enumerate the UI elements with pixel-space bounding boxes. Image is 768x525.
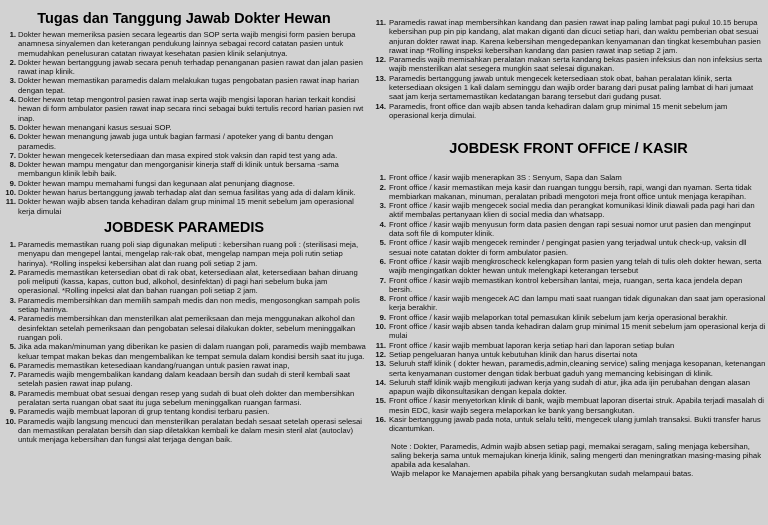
list-item: [2, 76, 366, 95]
item-number: 9.: [379, 312, 386, 322]
item-text: Front office / kasir wajib menyusun form data pasien dengan rapi sesuai nomor urut pasien dan menginput data soft file di komputer klinik.: [389, 219, 751, 239]
list-item: [371, 238, 766, 257]
list-item: [371, 415, 766, 434]
item-text: Front office / kasir wajib mengecek AC dan lampu mati saat ruangan tidak digunakan dan saat jam operasional kerja berakhir.: [389, 294, 766, 313]
item-text: Paramedis membersihkan dan mensterilkan alat pemeriksaan dan meja menggunakan alkohol dan desinfektan setelah pemeriksaan dan pengobatan selesai dilakukan dokter, sebelum meninggalkan ruangan poli.: [18, 314, 356, 342]
item-text: Paramedis wajib mengembalikan kandang dalam keadaan bersih dan sudah di steril kembali saat setelah pasien rawat inap pulang.: [18, 370, 351, 389]
front-office-title: JOBDESK FRONT OFFICE / KASIR: [449, 141, 688, 158]
item-text: Dokter hewan memeriksa pasien secara legeartis dan SOP serta wajib mengisi form pasien berupa anamnesa sinyalemen dan keterangan pendukung lainnya sebagai record catatan pasien untuk memudahkan penelusuran catatan riwayat kesehatan pasien klinik selanjutnya.: [18, 30, 356, 58]
list-item: [2, 361, 366, 370]
list-item: [2, 30, 366, 58]
item-text: Paramedis, front office dan wajib absen tanda kehadiran dalam grup minimal 15 menit sebelum jam operasional kerja dimulai.: [389, 101, 728, 120]
item-number: 12.: [375, 55, 386, 65]
item-number: 13.: [375, 359, 386, 369]
item-text: Jika ada makan/minuman yang diberikan ke pasien di dalam ruangan poli, paramedis wajib membawa keluar tempat makan bekas dan mengembalikan ke tempat semula dalam kondisi bersih saat itu juga.: [18, 342, 366, 361]
dokter-duty-list: [2, 30, 366, 216]
item-text: Paramedis memastikan ketersedian obat di rak obat, ketersediaan alat, ketersediaan bahan diruang poli meliputi (kassa, kapas, cutton bud, alkohol, desinfektan) di pagi hari sebelum buka jam operasional. *Rolling inpeksi alat dan bahan ruangan poli setiap 2 jam.: [18, 267, 358, 296]
item-text: Paramedis memastikan ketesediaan kandang/ruangan untuk pasien rawat inap,: [18, 360, 290, 370]
item-number: 1.: [9, 30, 16, 39]
list-item: [2, 342, 366, 361]
item-text: Dokter hewan menangung jawab juga untuk bagian farmasi / apoteker yang di bantu dengan paramedis.: [18, 132, 333, 151]
list-item: [2, 58, 366, 77]
list-item: [371, 220, 766, 239]
item-number: 2.: [9, 57, 16, 67]
item-number: 6.: [9, 360, 16, 370]
list-item: [2, 370, 366, 389]
list-item: [2, 268, 366, 296]
item-number: 10.: [5, 416, 16, 426]
item-number: 13.: [375, 73, 386, 83]
item-text: Paramedis rawat inap membersihkan kandang dan pasien rawat inap paling lambat pagi pukul 10.15 berupa kebersihan pup pin pip kandang, alat makan diganti dan dicuci setiap hari, dan waktu pemberian obat sesuai anjuran dokter rawat inap. Karena kebersihan mengedepankan kenyamanan dan tingkat kesembuhan pasien rawat inap *Rolling inspeksi kebersihan kandang dan pasien rawat inap setiap 2 jam.: [389, 18, 761, 55]
item-number: 8.: [379, 294, 386, 304]
item-number: 6.: [9, 132, 16, 142]
item-number: 12.: [375, 349, 386, 359]
item-text: Paramedis membersihkan dan memilih sampah medis dan non medis, mengosongkan sampah polis setiap harinya.: [18, 295, 360, 315]
note-text-2: Wajib melapor ke Manajemen apabila pihak yang bersangkutan sudah melampaui batas.: [391, 469, 694, 479]
item-text: Dokter hewan mampu mengatur dan mengorganisir kinerja staff di klinik untuk bersama -sama membangun klinik lebih baik.: [18, 160, 339, 179]
list-item: [371, 102, 766, 121]
list-item: [371, 173, 766, 182]
item-text: Front office / kasir menyetorkan klinik di bank, wajib membuat laporan disertai struk. Apabila terjadi masalah di mesin EDC, kasir wajib segera melaporkan ke bank yang bersangkutan.: [389, 396, 765, 415]
list-item: [2, 132, 366, 151]
list-item: [371, 18, 766, 55]
item-number: 7.: [9, 150, 16, 160]
item-number: 4.: [9, 314, 16, 324]
note-text: Note : Dokter, Paramedis, Admin wajib absen setiap pagi, memakai seragam, saling menjaga kebersihan, saling bekerja sama untuk memajukan kinerja klinik, saling mengerti dan meningratkan masing-masing pihak apabila ada kesalahan.: [391, 441, 762, 470]
item-number: 6.: [379, 256, 386, 266]
list-item: [371, 294, 766, 313]
list-item: [371, 359, 766, 378]
item-number: 2.: [379, 182, 386, 192]
item-number: 3.: [9, 295, 16, 305]
item-number: 9.: [9, 407, 16, 417]
item-text: Seluruh staff klinik ( dokter hewan, paramedis,admin,cleaning service) saling menjaga kesopanan, ketenangan serta kenyamanan customer dengan tidak berbuat gaduh yang memancing kebisingan di klinik.: [389, 359, 766, 378]
paramedis-duty-list: [2, 240, 366, 445]
item-text: Paramedis wajib membuat laporan di grup tentang kondisi terbaru pasien.: [18, 407, 270, 417]
item-number: 4.: [379, 219, 386, 229]
item-text: Front office / kasir wajib mengecek social media dan perangkat komunikasi klinik diawali pada pagi hari dan aktif membalas pertanyaan klien di social media dan whatsapp.: [389, 201, 755, 220]
item-text: Dokter hewan tetap mengontrol pasien rawat inap serta wajib mengisi laporan harian terkait kondisi hewan di form ambulator pasien rawat inap secara rinci sebagai bukti tertulis record harian pasien rwt inap.: [18, 95, 364, 123]
list-item: [371, 350, 766, 359]
item-number: 3.: [379, 201, 386, 211]
item-number: 7.: [9, 370, 16, 380]
list-item: [2, 314, 366, 342]
list-item: [2, 296, 366, 315]
item-text: Front office / kasir wajib mengecek reminder / pengingat pasien yang terjadwal untuk check-up, vaksin dll sesuai note catatan dokter di form ambulator pasien.: [389, 238, 747, 257]
list-item: [371, 378, 766, 397]
item-text: Front office / kasir wajib menerapkan 3S : Senyum, Sapa dan Salam: [389, 173, 622, 183]
item-number: 3.: [9, 76, 16, 86]
note: [391, 442, 766, 479]
item-number: 8.: [9, 160, 16, 170]
item-number: 8.: [9, 388, 16, 398]
list-item: [2, 95, 366, 123]
left-column: [2, 0, 366, 444]
item-number: 14.: [375, 101, 386, 111]
item-text: Kasir bertanggung jawab pada nota, untuk selalu teliti, mengecek ulang jumlah transaksi. Bukti transfer harus dicantumkan.: [389, 414, 761, 434]
list-item: [2, 389, 366, 408]
list-item: [2, 179, 366, 188]
item-number: 11.: [375, 340, 386, 350]
item-number: 15.: [375, 396, 386, 406]
item-number: 1.: [379, 173, 386, 183]
item-text: Dokter hewan memastikan paramedis dalam melakukan tugas pengobatan pasien rawat inap harian dengan tepat.: [18, 76, 360, 95]
item-text: Seluruh staff klinik wajib mengikuti jadwan kerja yang sudah di atur, jika ada ijin perubahan dengan alasan apapun wajib dikonsultasikan dengan kepala dokter.: [389, 377, 750, 397]
item-text: Setiap pengeluaran hanya untuk kebutuhan klinik dan harus disertai nota: [389, 349, 638, 359]
list-item: [2, 407, 366, 416]
item-text: Front office / kasir memastikan meja kasir dan ruangan tunggu bersih, rapi, wangi dan nyaman. Serta tidak membiarkan makanan, minuman, peralatan pribadi mengotori meja front office untuk menjaga kerapihan.: [389, 182, 752, 201]
list-item: [371, 201, 766, 220]
item-text: Dokter hewan menangani kasus sesuai SOP.: [18, 122, 172, 132]
item-number: 11.: [375, 18, 386, 27]
list-item: [371, 341, 766, 350]
item-number: 5.: [9, 342, 16, 352]
item-text: Paramedis memastikan ruang poli siap digunakan meliputi : kebersihan ruang poli : (sterilisasi meja, menyapu dan mengepel lantai, mengelap rak-rak obat, mengelap nampan meja poli rutin setiap harinya). *Rolling inspeksi kebersihan alat dan ruang poli setiap 2 jam.: [18, 239, 359, 268]
item-text: Front office / kasir wajib membuat laporan kerja setiap hari dan laporan setiap bulan: [389, 340, 675, 350]
item-number: 14.: [375, 377, 386, 387]
item-number: 11.: [5, 197, 16, 207]
item-text: Dokter hewan harus bertanggung jawab terhadap alat dan semua fasilitas yang ada di dalam klinik.: [18, 188, 356, 198]
paramedis-title: JOBDESK PARAMEDIS: [103, 219, 265, 236]
list-item: [2, 417, 366, 445]
paramedis-duty-list-continued: [371, 0, 766, 120]
item-text: Front office / kasir wajib mengkroscheck kelengkapan form pasien yang telah di tulis oleh dokter hewan, serta wajib mengingatkan dokter hewan untuk melengkapi keterangan tersebut: [389, 256, 762, 276]
list-item: [371, 322, 766, 341]
item-text: Front office / kasir wajib melaporkan total pemasukan klinik sebelum jam kerja operasional berakhir.: [389, 312, 728, 322]
list-item: [2, 188, 366, 197]
item-text: Paramedis wajib langsung mencuci dan mensterilkan peralatan bedah sesaat setelah operasi selesai dan memastikan peralatan bersih dan siap diletakkan kembali ke dalam mesin steril alat (autoclav) untuk menjaga kebersihan dan fungsi alat terjaga dengan baik.: [18, 416, 363, 445]
item-number: 10.: [5, 188, 16, 198]
list-item: [371, 313, 766, 322]
list-item: [371, 55, 766, 74]
item-number: 2.: [9, 267, 16, 277]
list-item: [2, 240, 366, 268]
item-text: Paramedis wajib memisahkan peralatan makan serta kandang bekas pasien infeksius dan non infeksius serta wajib mensterilkan alat sesegera mungkin saat selesai digunakan.: [389, 55, 763, 74]
item-number: 16.: [375, 414, 386, 424]
item-text: Front office / kasir wajib absen tanda kehadiran dalam grup minimal 15 menit sebelum jam operasional kerja di mulai: [389, 322, 766, 341]
list-item: [2, 123, 366, 132]
list-item: [371, 257, 766, 276]
item-text: Paramedis bertanggung jawab untuk mengecek ketersediaan stok obat, bahan peralatan klinik, serta ketersediaan oksigen 1 kali dalam seminggu dan wajib order barang dari pusat paling lambat di hari jumaat saat jam kerja sertamemastikan kedatangan barang tersebut dari gudang pusat.: [389, 73, 754, 102]
item-number: 9.: [9, 178, 16, 188]
list-item: [371, 396, 766, 415]
list-item: [371, 276, 766, 295]
item-number: 5.: [9, 122, 16, 132]
item-text: Dokter hewan wajib absen tanda kehadiran dalam grup minimal 15 menit sebelum jam operasional kerja dimulai: [18, 197, 354, 216]
list-item: [371, 74, 766, 102]
right-column: [371, 0, 766, 479]
item-text: Dokter hewan mampu memahami fungsi dan kegunaan alat penunjang diagnose.: [18, 178, 295, 188]
list-item: [2, 197, 366, 216]
item-text: Dokter hewan bertanggung jawab secara penuh terhadap penanganan pasien rawat dan jalan pasien rawat inap klinik.: [18, 57, 363, 77]
page-title: Tugas dan Tanggung Jawab Dokter Hewan: [37, 11, 331, 27]
item-number: 5.: [379, 238, 386, 248]
item-number: 7.: [379, 275, 386, 285]
list-item: [371, 183, 766, 202]
list-item: [2, 151, 366, 160]
front-office-duty-list: [371, 173, 766, 433]
item-number: 1.: [9, 239, 16, 249]
item-text: Front office / kasir wajib memastikan kontrol kebersihan lantai, meja, ruangan, serta kaca jendela depan bersih.: [389, 275, 743, 294]
item-text: Paramedis membuat obat sesuai dengan resep yang sudah di buat oleh dokter dan membersihkan peralatan serta ruangan obat saat itu juga sebelum meninggalkan ruangan farmasi.: [18, 388, 355, 407]
item-number: 10.: [375, 322, 386, 332]
list-item: [2, 160, 366, 179]
item-number: 4.: [9, 95, 16, 105]
item-text: Dokter hewan mengecek ketersediaan dan masa expired stok vaksin dan rapid test yang ada.: [18, 150, 338, 160]
